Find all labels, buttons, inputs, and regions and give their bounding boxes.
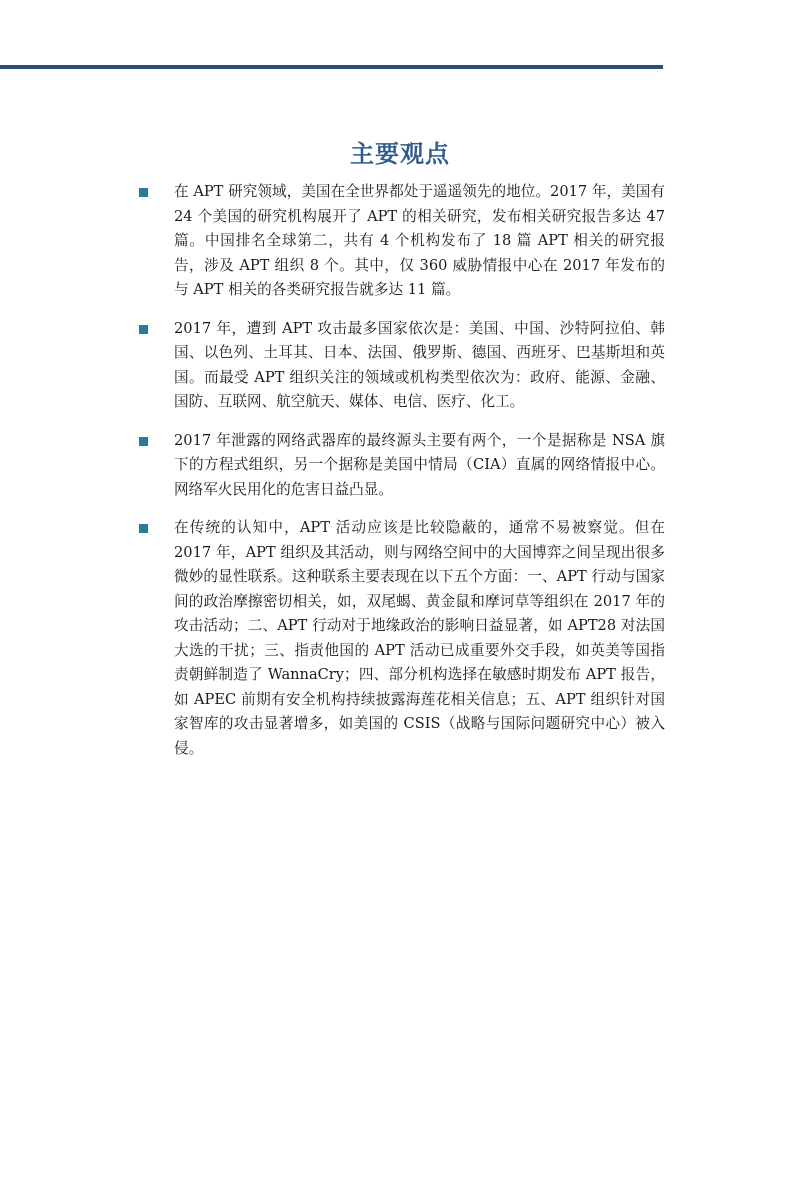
key-point-4 [137, 516, 665, 761]
header-rule [0, 65, 663, 69]
key-point-1 [137, 180, 665, 303]
key-point-text: 在 APT 研究领域，美国在全世界都处于遥遥领先的地位。2017 年，美国有 24 个美国的研究机构展开了 APT 的相关研究，发布相关研究报告多达 47 篇。中国排名全球第二，共有 4 个机构发布了 18 篇 APT 相关的研究报告，涉及 APT 组织 8 个。其中，仅 360 威胁情报中心在 2017 年发布的与 APT 相关的各类研究报告就多达 11 篇。 [174, 183, 665, 298]
square-bullet-icon [139, 524, 148, 533]
square-bullet-icon [139, 188, 148, 197]
key-point-text: 2017 年泄露的网络武器库的最终源头主要有两个，一个是据称是 NSA 旗下的方程式组织，另一个据称是美国中情局（CIA）直属的网络情报中心。网络军火民用化的危害日益凸显。 [174, 431, 665, 498]
key-point-text: 2017 年，遭到 APT 攻击最多国家依次是：美国、中国、沙特阿拉伯、韩国、以色列、土耳其、日本、法国、俄罗斯、德国、西班牙、巴基斯坦和英国。而最受 APT 组织关注的领域或机构类型依次为：政府、能源、金融、国防、互联网、航空航天、媒体、电信、医疗、化工。 [174, 319, 665, 410]
square-bullet-icon [139, 437, 148, 446]
key-point-2 [137, 317, 665, 415]
page-title: 主要观点 [350, 140, 450, 169]
square-bullet-icon [139, 325, 148, 334]
key-point-3 [137, 429, 665, 503]
key-points-list [137, 180, 665, 775]
key-point-text: 在传统的认知中，APT 活动应该是比较隐蔽的，通常不易被察觉。但在 2017 年，APT 组织及其活动，则与网络空间中的大国博弈之间呈现出很多微妙的显性联系。这种联系主要表现在以下五个方面：一、APT 行动与国家间的政治摩擦密切相关，如，双尾蝎、黄金鼠和摩诃草等组织在 2017 年的攻击活动；二、APT 行动对于地缘政治的影响日益显著，如 APT28 对法国大选的干扰；三、指责他国的 APT 活动已成重要外交手段，如英美等国指责朝鲜制造了 WannaCry；四、部分机构选择在敏感时期发布 APT 报告，如 APEC 前期有安全机构持续披露海莲花相关信息；五、APT 组织针对国家智库的攻击显著增多，如美国的 CSIS（战略与国际问题研究中心）被入侵。 [174, 519, 665, 757]
